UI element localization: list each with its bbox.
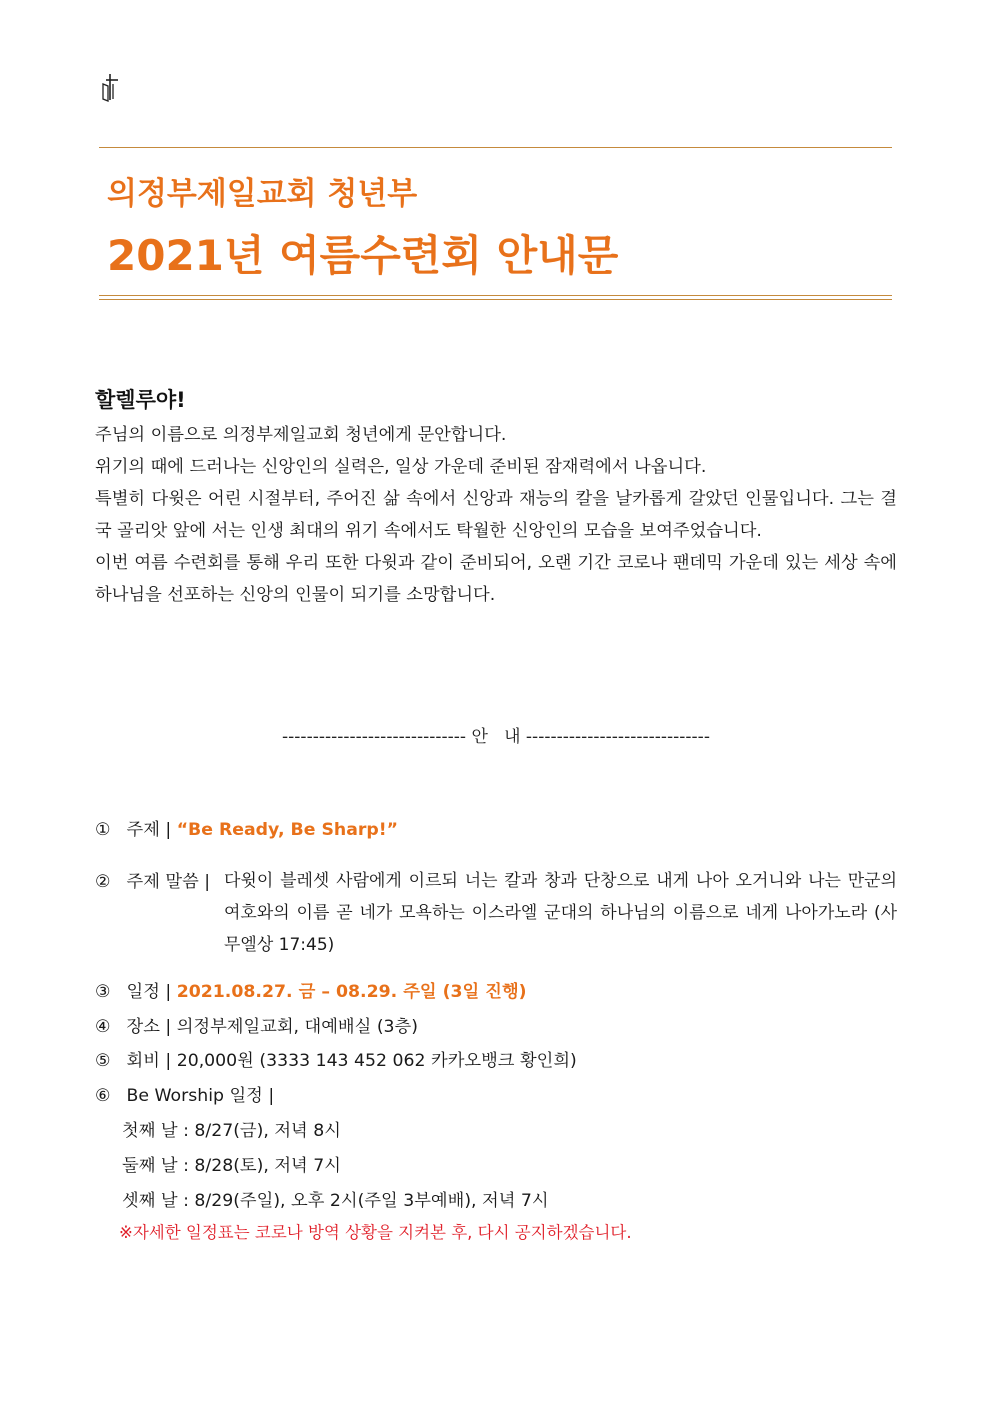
page-subtitle: 의정부제일교회 청년부 — [107, 176, 418, 212]
item-number: ④ — [95, 1017, 111, 1037]
header-top-rule — [99, 147, 892, 148]
info-place — [95, 1012, 418, 1037]
item-label: 회비 | — [126, 1051, 172, 1071]
item-label: Be Worship 일정 | — [126, 1086, 275, 1106]
place-value: 의정부제일교회, 대예배실 (3층) — [176, 1017, 418, 1037]
info-theme — [95, 815, 398, 840]
header-bottom-rule-double — [99, 299, 892, 300]
intro-paragraph: 특별히 다윗은 어린 시절부터, 주어진 삶 속에서 신앙과 재능의 칼을 날카롭게 갈았던 인물입니다. 그는 결국 골리앗 앞에 서는 인생 최대의 위기 속에서도 탁월한 신앙인의 모습을 보여주었습니다. — [95, 489, 897, 541]
fee-value: 20,000원 (3333 143 452 062 카카오뱅크 황인희) — [176, 1051, 577, 1071]
section-divider: ------------------------------ 안 내 ------------------------------ — [282, 727, 710, 747]
info-schedule — [95, 977, 527, 1002]
item-number: ③ — [95, 982, 111, 1002]
info-verse-label — [95, 867, 210, 892]
item-number: ⑥ — [95, 1086, 111, 1106]
page-title: 2021년 여름수련회 안내문 — [107, 231, 619, 280]
item-number: ② — [95, 872, 111, 892]
worship-day: 첫째 날 : 8/27(금), 저녁 8시 — [122, 1121, 341, 1141]
intro-paragraph: 주님의 이름으로 의정부제일교회 청년에게 문안합니다. — [95, 425, 507, 445]
schedule-note: ※자세한 일정표는 코로나 방역 상황을 지켜본 후, 다시 공지하겠습니다. — [119, 1223, 632, 1242]
worship-day: 둘째 날 : 8/28(토), 저녁 7시 — [122, 1156, 341, 1176]
header-bottom-rule — [99, 295, 892, 296]
info-fee — [95, 1046, 577, 1071]
worship-day: 셋째 날 : 8/29(주일), 오후 2시(주일 3부예배), 저녁 7시 — [122, 1191, 549, 1211]
theme-value: “Be Ready, Be Sharp!” — [176, 820, 398, 840]
intro-paragraph: 이번 여름 수련회를 통해 우리 또한 다윗과 같이 준비되어, 오랜 기간 코로나 팬데믹 가운데 있는 세상 속에 하나님을 선포하는 신앙의 인물이 되기를 소망합니다. — [95, 553, 897, 605]
church-cross-icon — [100, 72, 124, 102]
theme-verse: 다윗이 블레셋 사람에게 이르되 너는 칼과 창과 단창으로 내게 나아 오거니와 나는 만군의 여호와의 이름 곧 네가 모욕하는 이스라엘 군대의 하나님의 이름으로 네게 나아가노라 (사무엘상 17:45) — [224, 871, 897, 955]
intro-paragraph: 위기의 때에 드러나는 신앙인의 실력은, 일상 가운데 준비된 잠재력에서 나옵니다. — [95, 457, 707, 477]
item-label: 주제 말씀 | — [126, 872, 211, 892]
item-number: ① — [95, 820, 111, 840]
schedule-value: 2021.08.27. 금 – 08.29. 주일 (3일 진행) — [176, 982, 527, 1002]
item-label: 일정 | — [126, 982, 172, 1002]
item-label: 주제 | — [126, 820, 172, 840]
intro-text — [95, 419, 897, 611]
item-number: ⑤ — [95, 1051, 111, 1071]
info-worship — [95, 1081, 274, 1106]
greeting: 할렐루야! — [95, 388, 186, 412]
item-label: 장소 | — [126, 1017, 172, 1037]
